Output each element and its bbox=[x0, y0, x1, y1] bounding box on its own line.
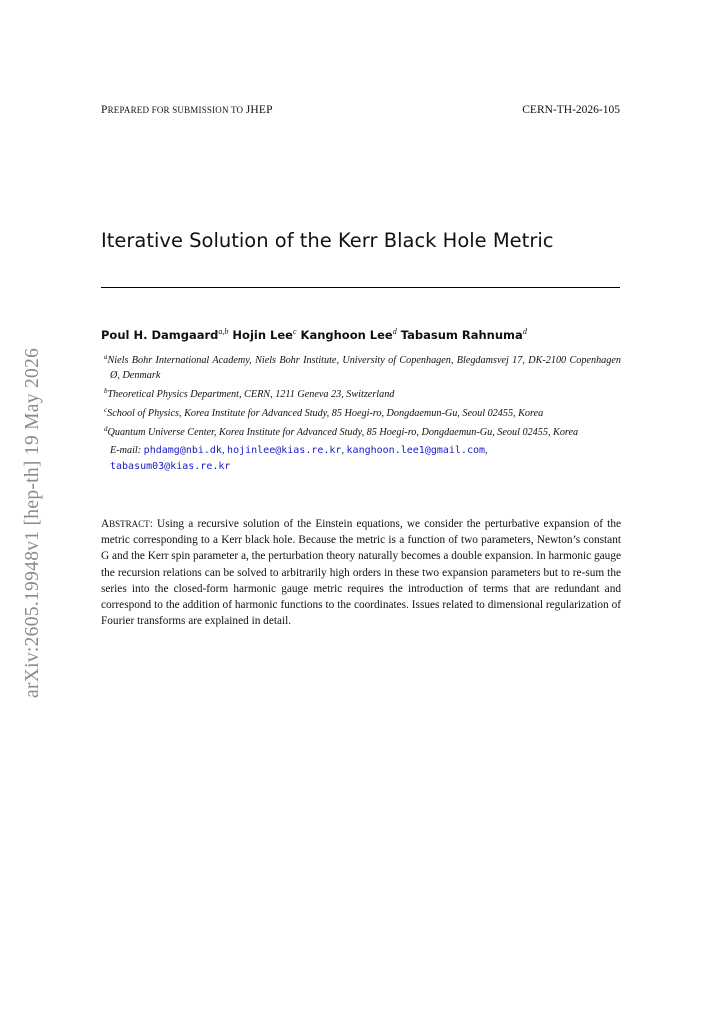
author-name: Kanghoon Lee bbox=[300, 328, 393, 342]
author bbox=[401, 328, 527, 342]
journal-name: JHEP bbox=[245, 104, 273, 116]
affiliation-text: School of Physics, Korea Institute for Advanced Study, 85 Hoegi-ro, Dongdaemun-Gu, Seoul 02455, Korea bbox=[107, 408, 544, 419]
journal-header-rest: REPARED FOR SUBMISSION TO bbox=[107, 105, 246, 115]
author-list bbox=[101, 327, 527, 342]
email-link[interactable]: kanghoon.lee1@gmail.com bbox=[346, 445, 486, 456]
email-link[interactable]: phdamg@nbi.dk bbox=[143, 445, 222, 456]
email-link[interactable]: tabasum03@kias.re.kr bbox=[110, 461, 231, 472]
email-link[interactable]: hojinlee@kias.re.kr bbox=[227, 445, 342, 456]
author-affil-marks: d bbox=[392, 327, 397, 336]
abstract-label-initial: A bbox=[101, 518, 110, 530]
journal-header-initial: P bbox=[101, 104, 108, 116]
email-label: E-mail: bbox=[110, 445, 142, 456]
affiliation-mark: d bbox=[104, 425, 108, 433]
affiliation-mark: b bbox=[104, 387, 108, 395]
arxiv-identifier: arXiv:2605.19948v1 [hep-th] 19 May 2026 bbox=[22, 347, 43, 698]
author-name: Hojin Lee bbox=[232, 328, 293, 342]
affiliation-text: Niels Bohr International Academy, Niels Bohr Institute, University of Copenhagen, Blegdamsvej 17, DK-2100 Copenhagen Ø, Denmark bbox=[107, 355, 621, 381]
affiliation bbox=[101, 403, 621, 421]
author bbox=[301, 328, 397, 342]
affiliations bbox=[101, 350, 621, 475]
abstract bbox=[101, 516, 621, 629]
author-name: Tabasum Rahnuma bbox=[400, 328, 523, 342]
author-affil-marks: c bbox=[292, 327, 297, 336]
affiliation bbox=[101, 422, 621, 440]
title-rule bbox=[101, 287, 620, 288]
affiliation bbox=[101, 384, 621, 402]
paper-title: Iterative Solution of the Kerr Black Hole Metric bbox=[101, 229, 554, 252]
affiliation-text: Quantum Universe Center, Korea Institute for Advanced Study, 85 Hoegi-ro, Dongdaemun-Gu, Seoul 02455, Korea bbox=[107, 427, 579, 438]
report-number: CERN-TH-2026-105 bbox=[522, 104, 620, 116]
author-name: Poul H. Damgaard bbox=[101, 328, 219, 342]
email-block: E-mail: phdamg@nbi.dk, hojinlee@kias.re.kr, kanghoon.lee1@gmail.com, tabasum03@kias.re.kr bbox=[110, 445, 488, 472]
abstract-text: : Using a recursive solution of the Einstein equations, we consider the perturbative expansion of the metric corresponding to a Kerr black hole. Because the metric is a function of two parameters, Newton’s constant G and the Kerr spin parameter a, the perturbation theory naturally becomes a double expansion. In harmonic gauge the recursion relations can be solved to arbitrarily high orders in these two expansion parameters but to re-sum the series into the closed-form harmonic gauge metric requires the introduction of terms that are redundant and correspond to the addition of harmonic functions to the coordinates. Issues related to dimensional regularization of Fourier transforms are explained in detail. bbox=[101, 518, 621, 628]
author bbox=[232, 328, 296, 342]
affiliation-mark: a bbox=[104, 353, 108, 361]
author-affil-marks: d bbox=[522, 327, 527, 336]
affiliation-text: Theoretical Physics Department, CERN, 1211 Geneva 23, Switzerland bbox=[107, 389, 395, 400]
abstract-label-rest: BSTRACT bbox=[109, 519, 150, 529]
author bbox=[101, 328, 228, 342]
journal-header bbox=[101, 104, 273, 116]
affiliation bbox=[101, 350, 621, 383]
author-affil-marks: a,b bbox=[218, 327, 229, 336]
affiliation-mark: c bbox=[104, 406, 108, 414]
